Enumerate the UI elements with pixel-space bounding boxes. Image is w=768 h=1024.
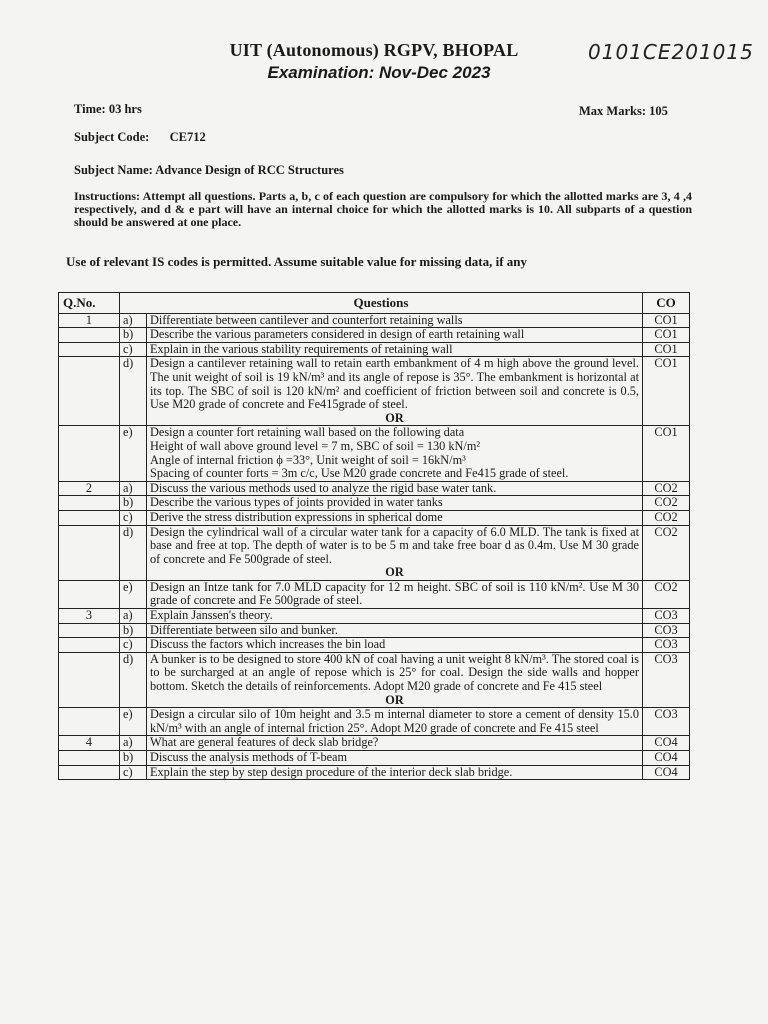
question-text: Differentiate between silo and bunker. bbox=[150, 622, 338, 637]
question-number bbox=[59, 708, 120, 736]
question-text: Design an Intze tank for 7.0 MLD capacity for 12 m height. SBC of soil is 110 kN/m². Use M 30 grade of concrete and Fe 500grade of steel. bbox=[150, 579, 639, 608]
question-number: 1 bbox=[59, 313, 120, 328]
table-row bbox=[59, 623, 690, 638]
question-part: c) bbox=[120, 765, 147, 780]
question-part: c) bbox=[120, 638, 147, 653]
question-data-line: Height of wall above ground level = 7 m, SBC of soil = 130 kN/m² bbox=[150, 438, 481, 453]
course-outcome: CO4 bbox=[643, 736, 690, 751]
question-text: Explain Janssen's theory. bbox=[150, 608, 273, 623]
table-row bbox=[59, 313, 690, 328]
question-number bbox=[59, 328, 120, 343]
table-row bbox=[59, 609, 690, 624]
table-row bbox=[59, 765, 690, 780]
question-text-cell bbox=[147, 357, 643, 426]
exam-time: Time: 03 hrs bbox=[74, 102, 142, 116]
questions-body bbox=[59, 313, 690, 780]
course-outcome: CO3 bbox=[643, 638, 690, 653]
handwritten-roll-number: 0101CE201015 bbox=[588, 40, 754, 64]
question-text-cell bbox=[147, 652, 643, 707]
course-outcome: CO1 bbox=[643, 313, 690, 328]
examination-session: Examination: Nov-Dec 2023 bbox=[267, 63, 491, 82]
subject-code: CE712 bbox=[169, 130, 206, 144]
course-outcome: CO2 bbox=[643, 496, 690, 511]
subject-name: Subject Name: Advance Design of RCC Structures bbox=[74, 163, 344, 177]
course-outcome: CO4 bbox=[643, 751, 690, 766]
university-name: UIT (Autonomous) RGPV, BHOPAL bbox=[229, 40, 519, 60]
header-qno: Q.No. bbox=[59, 293, 120, 314]
table-row bbox=[59, 496, 690, 511]
table-row bbox=[59, 426, 690, 481]
question-text-cell bbox=[147, 765, 643, 780]
table-row bbox=[59, 580, 690, 608]
question-text-cell bbox=[147, 751, 643, 766]
question-part: a) bbox=[120, 313, 147, 328]
table-row bbox=[59, 751, 690, 766]
table-row bbox=[59, 510, 690, 525]
question-part: d) bbox=[120, 357, 147, 426]
question-number bbox=[59, 525, 120, 580]
question-number bbox=[59, 580, 120, 608]
question-data-line: Spacing of counter forts = 3m c/c, Use M20 grade concrete and Fe415 grade of steel. bbox=[150, 466, 569, 481]
course-outcome: CO1 bbox=[643, 426, 690, 481]
course-outcome: CO2 bbox=[643, 580, 690, 608]
instructions: Instructions: Attempt all questions. Parts a, b, c of each question are compulsory for which the allotted marks are 3, 4 ,4 respectively, and d & e part will have an internal choice for which the allotted marks is 10. All subparts of a question should be answered at one place. bbox=[74, 189, 692, 229]
course-outcome: CO4 bbox=[643, 765, 690, 780]
question-text: A bunker is to be designed to store 400 kN of coal having a unit weight 8 kN/m³. The stored coal is to be surcharged at an angle of repose which is 25° for coal. Design the side walls and hopper bottom. Sketch the details of reinforcements. Adopt M20 grade of concrete and Fe 415 steel bbox=[150, 651, 639, 694]
is-codes-note: Use of relevant IS codes is permitted. Assume suitable value for missing data, if any bbox=[66, 254, 528, 269]
question-text-cell bbox=[147, 609, 643, 624]
question-part: a) bbox=[120, 736, 147, 751]
question-number bbox=[59, 342, 120, 357]
question-text: Design a cantilever retaining wall to retain earth embankment of 4 m high above the ground level. The unit weight of soil is 19 kN/m³ and its angle of repose is 35°. The embankment is horizontal at its top. The SBC of soil is 120 kN/m² and coefficient of friction between soil and concrete is 0.5, Use M20 grade of concrete and Fe415grade of steel. bbox=[150, 356, 639, 412]
question-part: a) bbox=[120, 481, 147, 496]
question-text: Discuss the various methods used to analyze the rigid base water tank. bbox=[150, 480, 497, 495]
question-part: e) bbox=[120, 708, 147, 736]
or-separator: OR bbox=[385, 410, 404, 425]
question-text-cell bbox=[147, 708, 643, 736]
question-text-cell bbox=[147, 736, 643, 751]
subject-code-label: Subject Code: bbox=[74, 130, 150, 144]
table-row bbox=[59, 736, 690, 751]
question-data-line: Angle of internal friction ϕ =33°, Unit weight of soil = 16kN/m³ bbox=[150, 452, 466, 467]
question-number bbox=[59, 751, 120, 766]
question-number: 2 bbox=[59, 481, 120, 496]
question-text: Discuss the factors which increases the bin load bbox=[150, 637, 386, 652]
course-outcome: CO3 bbox=[643, 609, 690, 624]
table-row bbox=[59, 342, 690, 357]
question-number bbox=[59, 496, 120, 511]
question-number bbox=[59, 652, 120, 707]
question-number bbox=[59, 426, 120, 481]
question-text-cell bbox=[147, 481, 643, 496]
question-text: Explain in the various stability requirements of retaining wall bbox=[150, 341, 453, 356]
header-questions: Questions bbox=[120, 293, 643, 314]
question-text-cell bbox=[147, 328, 643, 343]
course-outcome: CO1 bbox=[643, 357, 690, 426]
question-part: e) bbox=[120, 580, 147, 608]
question-text: Describe the various types of joints provided in water tanks bbox=[150, 495, 443, 510]
question-text-cell bbox=[147, 342, 643, 357]
question-number bbox=[59, 638, 120, 653]
question-text: Design a circular silo of 10m height and 3.5 m internal diameter to store a cement of density 15.0 kN/m³ with an angle of internal friction 25°. Adopt M20 grade of concrete and Fe 415 steel bbox=[150, 707, 639, 735]
course-outcome: CO1 bbox=[643, 328, 690, 343]
question-part: c) bbox=[120, 510, 147, 525]
course-outcome: CO3 bbox=[643, 652, 690, 707]
table-header-row bbox=[59, 293, 690, 314]
question-text-cell bbox=[147, 580, 643, 608]
or-separator: OR bbox=[385, 692, 404, 707]
question-text: What are general features of deck slab bridge? bbox=[150, 735, 379, 750]
question-number: 4 bbox=[59, 736, 120, 751]
max-marks: Max Marks: 105 bbox=[579, 104, 668, 118]
question-part: b) bbox=[120, 496, 147, 511]
table-row bbox=[59, 357, 690, 426]
question-text: Discuss the analysis methods of T-beam bbox=[150, 750, 348, 764]
course-outcome: CO3 bbox=[643, 708, 690, 736]
question-text-cell bbox=[147, 510, 643, 525]
question-text: Describe the various parameters considered in design of earth retaining wall bbox=[150, 327, 525, 342]
question-text-cell bbox=[147, 426, 643, 481]
question-text-cell bbox=[147, 313, 643, 328]
subject-code-row bbox=[74, 130, 206, 145]
question-part: d) bbox=[120, 525, 147, 580]
course-outcome: CO2 bbox=[643, 525, 690, 580]
question-number bbox=[59, 357, 120, 426]
question-number bbox=[59, 765, 120, 780]
table-row bbox=[59, 481, 690, 496]
question-part: b) bbox=[120, 328, 147, 343]
question-text: Derive the stress distribution expressions in spherical dome bbox=[150, 509, 443, 524]
question-number bbox=[59, 510, 120, 525]
question-part: b) bbox=[120, 623, 147, 638]
table-row bbox=[59, 525, 690, 580]
table-row bbox=[59, 328, 690, 343]
table-row bbox=[59, 638, 690, 653]
questions-table bbox=[58, 292, 690, 780]
question-number: 3 bbox=[59, 609, 120, 624]
or-separator: OR bbox=[385, 565, 404, 580]
course-outcome: CO1 bbox=[643, 342, 690, 357]
question-part: c) bbox=[120, 342, 147, 357]
question-text: Explain the step by step design procedure of the interior deck slab bridge. bbox=[150, 764, 513, 779]
question-text: Differentiate between cantilever and counterfort retaining walls bbox=[150, 312, 463, 327]
course-outcome: CO2 bbox=[643, 510, 690, 525]
question-part: d) bbox=[120, 652, 147, 707]
course-outcome: CO3 bbox=[643, 623, 690, 638]
course-outcome: CO2 bbox=[643, 481, 690, 496]
question-part: a) bbox=[120, 609, 147, 624]
table-row bbox=[59, 652, 690, 707]
question-text-cell bbox=[147, 496, 643, 511]
question-part: e) bbox=[120, 426, 147, 481]
question-text-cell bbox=[147, 525, 643, 580]
question-number bbox=[59, 623, 120, 638]
header-co: CO bbox=[643, 293, 690, 314]
table-row bbox=[59, 708, 690, 736]
question-text-cell bbox=[147, 623, 643, 638]
question-text: Design a counter fort retaining wall based on the following data bbox=[150, 425, 465, 440]
question-text-cell bbox=[147, 638, 643, 653]
question-part: b) bbox=[120, 751, 147, 766]
question-text: Design the cylindrical wall of a circular water tank for a capacity of 6.0 MLD. The tank is fixed at base and free at top. The depth of water is to be 5 m and take free boar d as 0.4m. Use M 30 grade of concrete and Fe 500grade of steel. bbox=[150, 524, 639, 566]
